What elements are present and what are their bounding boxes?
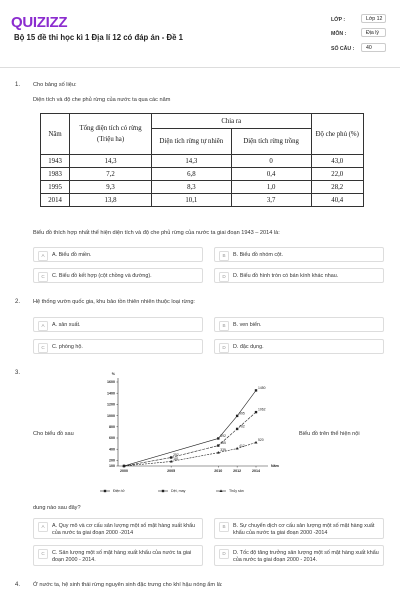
table-cell: 6,8 xyxy=(151,168,231,181)
chart-data-label: 181 xyxy=(173,456,179,461)
table-cell: 0 xyxy=(231,155,311,168)
chart-data-label: 252 xyxy=(173,452,179,457)
chart-legend-label: Dệt, may xyxy=(171,489,186,493)
chart-data-label: 520 xyxy=(258,437,264,442)
question-number-4: 4. xyxy=(15,582,21,588)
chart-x-tick-label: 2010 xyxy=(214,469,223,473)
chart-x-tick-label: 2012 xyxy=(233,469,242,473)
header-divider xyxy=(0,67,400,68)
q3-option-b[interactable] xyxy=(214,518,384,539)
chart-legend-marker xyxy=(104,490,106,492)
chart-y-label: % xyxy=(111,372,115,376)
chart-data-label: 339 xyxy=(220,448,226,453)
chart-point xyxy=(217,437,219,439)
chart-legend-label: Thủy sản xyxy=(229,489,244,493)
chart-legend-marker xyxy=(162,490,164,492)
table-header-planted: Diện tích rừng trồng xyxy=(231,129,311,155)
option-letter-badge: C xyxy=(38,343,48,353)
page-title: Bộ 15 đề thi học kì 1 Địa lí 12 có đáp án - Đề 1 xyxy=(14,33,183,42)
q3-option-a[interactable] xyxy=(33,518,203,539)
question-number-2: 2. xyxy=(15,299,21,305)
chart-y-tick-label: 1600 xyxy=(107,380,115,385)
table-cell: 8,3 xyxy=(151,181,231,194)
table-header-split: Chia ra xyxy=(151,114,311,129)
table-cell: 1995 xyxy=(41,181,70,194)
table-cell: 10,1 xyxy=(151,194,231,207)
chart-legend-label: Điện tử xyxy=(113,489,125,493)
chart-point xyxy=(255,389,257,391)
chart-y-tick-label: 200 xyxy=(109,458,115,463)
chart-data-label: 412 xyxy=(239,444,245,449)
table-cell: 13,8 xyxy=(70,194,152,207)
option-text: D. Biểu đồ hình tròn có bán kính khác nhau. xyxy=(233,272,339,279)
option-text: C. Biểu đồ kết hợp (cột chồng và đường). xyxy=(52,272,152,279)
table-cell: 22,0 xyxy=(311,168,363,181)
q1-table-title: Diện tích và độ che phủ rừng của nước ta qua các năm xyxy=(33,97,171,103)
q2-question: Hệ thống vườn quốc gia, khu bảo tồn thiên nhiên thuộc loại rừng: xyxy=(33,299,195,305)
table-cell: 9,3 xyxy=(70,181,152,194)
chart-x-label: Năm xyxy=(271,464,279,468)
chart-y-tick-label: 1200 xyxy=(107,402,115,407)
chart-point xyxy=(217,444,219,446)
chart-y-tick-label: 100 xyxy=(109,464,115,469)
option-text: C. Sản lượng một số mặt hàng xuất khẩu của nước ta giai đoạn 2000 - 2014. xyxy=(52,549,192,563)
q1-option-b[interactable] xyxy=(214,247,384,262)
subject-label: MÔN : xyxy=(331,31,347,37)
chart-point xyxy=(236,415,238,417)
chart-point xyxy=(170,456,172,458)
q1-option-d[interactable] xyxy=(214,268,384,283)
q3-option-d[interactable] xyxy=(214,545,384,566)
table-header-cover: Độ che phủ (%) xyxy=(311,114,363,155)
class-label: LỚP : xyxy=(331,17,346,23)
option-letter-badge: D xyxy=(219,343,229,353)
table-cell: 7,2 xyxy=(70,168,152,181)
count-value: 40 xyxy=(361,43,386,52)
q2-option-a[interactable] xyxy=(33,317,203,332)
chart-data-label: 762 xyxy=(239,424,245,429)
chart-y-tick-label: 400 xyxy=(109,447,115,452)
option-letter-badge: C xyxy=(38,549,48,559)
option-text: D. đặc dụng. xyxy=(233,343,264,350)
q3-option-c[interactable] xyxy=(33,545,203,566)
question-number-3: 3. xyxy=(15,370,21,376)
option-letter-badge: B xyxy=(219,321,229,331)
chart-y-tick-label: 800 xyxy=(109,425,115,429)
table-cell: 1983 xyxy=(41,168,70,181)
class-value: Lớp 12 xyxy=(361,14,386,23)
option-text: A. sản xuất. xyxy=(52,321,81,328)
option-letter-badge: A xyxy=(38,251,48,261)
option-text: D. Tốc độ tăng trưởng sản lượng một số mặt hàng xuất khẩu của nước ta giai đoạn 2000 - 2014. xyxy=(233,549,379,563)
option-letter-badge: B xyxy=(219,522,229,532)
q4-question: Ở nước ta, hệ sinh thái rừng nguyên sinh đặc trưng cho khí hậu nóng ẩm là: xyxy=(33,582,223,588)
option-text: A. Quy mô và cơ cấu sản lượng một số mặt hàng xuất khẩu của nước ta giai đoạn 2000 -2014 xyxy=(52,522,196,536)
table-cell: 0,4 xyxy=(231,168,311,181)
table-cell: 28,2 xyxy=(311,181,363,194)
count-label: SỐ CÂU : xyxy=(331,46,355,52)
quizizz-logo: QUIZIZZ xyxy=(11,14,68,31)
table-row xyxy=(41,181,364,194)
q1-question: Biểu đồ thích hợp nhất thể hiện diện tích và độ che phủ rừng của nước ta giai đoạn 1943 – 2014 là: xyxy=(33,230,280,236)
chart-data-label: 995 xyxy=(239,411,245,416)
table-cell: 3,7 xyxy=(231,194,311,207)
option-letter-badge: C xyxy=(38,272,48,282)
table-cell: 14,3 xyxy=(151,155,231,168)
option-letter-badge: A xyxy=(38,522,48,532)
chart-point xyxy=(255,411,257,413)
option-text: C. phòng hộ. xyxy=(52,343,83,350)
q2-option-d[interactable] xyxy=(214,339,384,354)
table-cell: 40,4 xyxy=(311,194,363,207)
q3-left-text: Cho biểu đồ sau xyxy=(33,431,74,437)
subject-value: Địa lý xyxy=(361,28,386,37)
chart-x-tick-label: 2000 xyxy=(120,469,128,473)
chart-x-tick-label: 2014 xyxy=(252,469,260,473)
q1-intro: Cho bảng số liệu: xyxy=(33,82,77,88)
question-number-1: 1. xyxy=(15,82,21,88)
chart-data-label: 1450 xyxy=(258,385,266,390)
table-cell: 43,0 xyxy=(311,155,363,168)
chart-y-tick-label: 1400 xyxy=(107,391,115,396)
q3-continuation: dung nào sau đây? xyxy=(33,505,81,511)
chart-data-label: 1062 xyxy=(258,407,266,412)
option-letter-badge: D xyxy=(219,272,229,282)
table-cell: 2014 xyxy=(41,194,70,207)
chart-svg xyxy=(90,368,290,498)
table-header-total: Tổng diện tích có rừng (Triệu ha) xyxy=(70,114,152,155)
option-letter-badge: A xyxy=(38,321,48,331)
option-text: B. Biểu đồ nhóm cột. xyxy=(233,251,284,258)
table-row xyxy=(41,155,364,168)
table-cell: 1943 xyxy=(41,155,70,168)
table-header-natural: Diện tích rừng tự nhiên xyxy=(151,129,231,155)
option-letter-badge: B xyxy=(219,251,229,261)
table-cell: 14,3 xyxy=(70,155,152,168)
option-text: A. Biểu đồ miền. xyxy=(52,251,92,258)
chart-point xyxy=(236,428,238,430)
chart-data-label: 592 xyxy=(220,433,226,438)
q3-right-text: Biểu đồ trên thể hiện nội xyxy=(299,431,360,437)
forest-data-table xyxy=(40,113,364,207)
q2-option-c[interactable] xyxy=(33,339,203,354)
option-letter-badge: D xyxy=(219,549,229,559)
q1-option-a[interactable] xyxy=(33,247,203,262)
chart-y-tick-label: 600 xyxy=(109,436,115,441)
table-row xyxy=(41,168,364,181)
table-row xyxy=(41,194,364,207)
table-header-year: Năm xyxy=(41,114,70,155)
q2-option-b[interactable] xyxy=(214,317,384,332)
option-text: B. Sự chuyển dịch cơ cấu sản lượng một số mặt hàng xuất khẩu của nước ta giai đoạn 2000 -2014 xyxy=(233,522,375,536)
chart-y-tick-label: 1000 xyxy=(107,413,115,418)
export-growth-chart xyxy=(90,368,290,498)
chart-data-label: 465 xyxy=(220,441,226,446)
table-cell: 1,0 xyxy=(231,181,311,194)
q1-option-c[interactable] xyxy=(33,268,203,283)
chart-x-tick-label: 2005 xyxy=(167,469,176,473)
option-text: B. ven biển. xyxy=(233,321,262,328)
